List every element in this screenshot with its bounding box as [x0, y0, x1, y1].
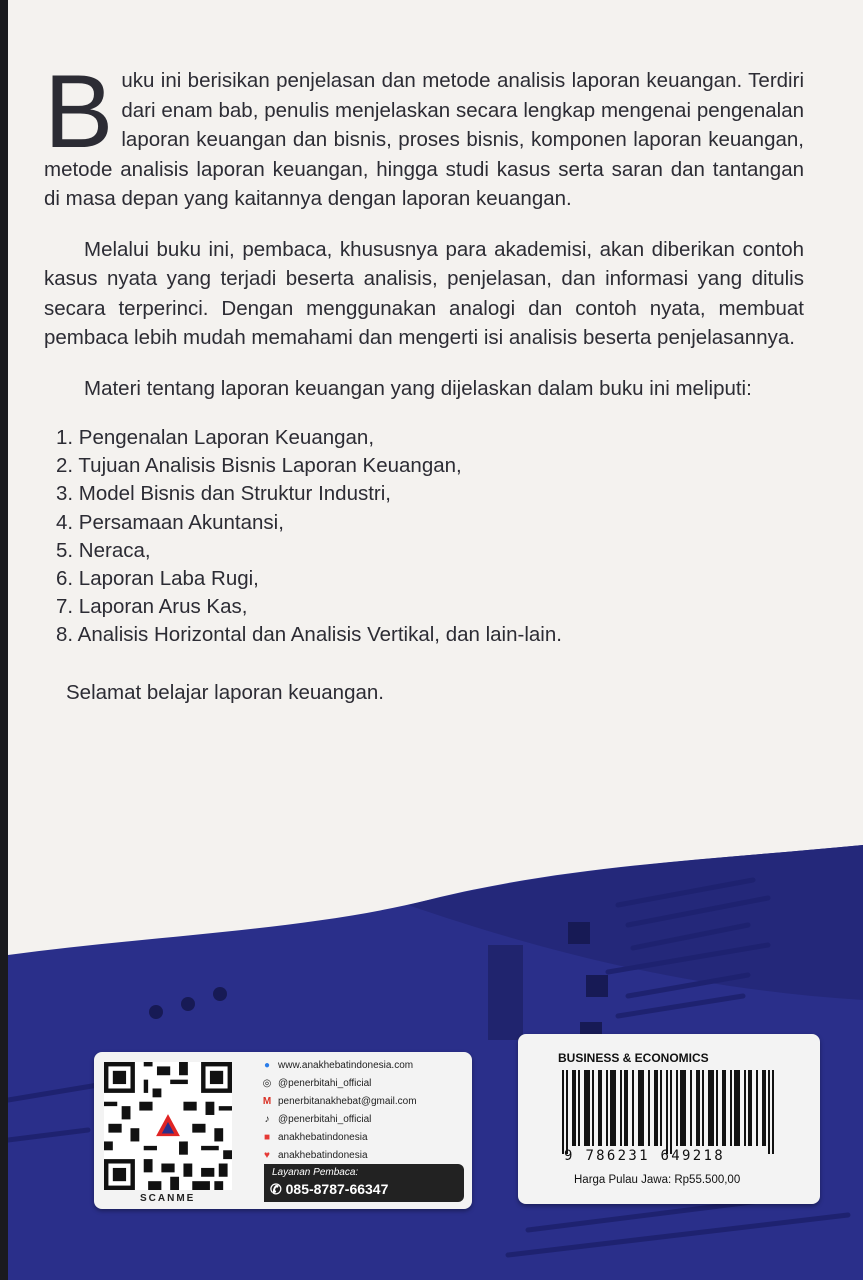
contact-text: anakhebatindonesia	[278, 1149, 368, 1161]
tiktok-icon: ♪	[264, 1113, 270, 1125]
closing-line: Selamat belajar laporan keuangan.	[66, 680, 384, 704]
paragraph-3: Materi tentang laporan keuangan yang dijelaskan dalam buku ini meliputi:	[84, 376, 752, 400]
drop-cap: B	[44, 54, 114, 170]
reader-service-box[interactable]	[264, 1164, 464, 1202]
price-label: Harga Pulau Jawa: Rp55.500,00	[574, 1174, 741, 1186]
topic-item: 7. Laporan Arus Kas,	[56, 595, 248, 619]
heart-shop-icon: ♥	[264, 1149, 270, 1161]
contact-website[interactable]	[260, 1056, 417, 1074]
isbn-barcode	[558, 1070, 778, 1154]
service-phone	[270, 1181, 388, 1198]
isbn-card	[518, 1034, 820, 1204]
contact-shop-2[interactable]	[260, 1146, 417, 1164]
contact-instagram[interactable]	[260, 1074, 417, 1092]
contact-text: @penerbitahi_official	[278, 1077, 372, 1089]
paragraph-1-text: uku ini berisikan penjelasan dan metode analisis laporan keuangan. Terdiri dari enam bab, penulis menjelaskan secara lengkap mengenai pengenalan laporan keuangan dan bisnis, proses bisnis, komponen laporan keuangan, metode analisis laporan keuangan, hingga studi kasus serta saran dan tantangan di masa depan yang kaitannya dengan laporan keuangan.	[44, 69, 804, 210]
contact-text: www.anakhebatindonesia.com	[278, 1059, 414, 1071]
topic-item: 3. Model Bisnis dan Struktur Industri,	[56, 482, 391, 506]
gmail-icon: M	[262, 1095, 272, 1107]
topic-item: 6. Laporan Laba Rugi,	[56, 567, 259, 591]
service-label: Layanan Pembaca:	[272, 1167, 359, 1178]
topic-item: 8. Analisis Horizontal dan Analisis Vertikal, dan lain-lain.	[56, 623, 562, 647]
shop-icon: ■	[263, 1131, 271, 1143]
topic-item: 1. Pengenalan Laporan Keuangan,	[56, 426, 375, 449]
qr-code[interactable]	[104, 1062, 232, 1190]
book-back-cover	[8, 0, 863, 1280]
topic-item: 5. Neraca,	[56, 538, 151, 562]
contact-email[interactable]	[260, 1092, 417, 1110]
paragraph-2: Melalui buku ini, pembaca, khususnya para akademisi, akan diberikan contoh kasus nyata yang terjadi beserta analisis, penjelasan, dan informasi yang ditulis secara terperinci. Dengan menggunakan analogi dan contoh nyata, membuat pembaca lebih mudah memahami dan mengerti isi analisis beserta penjelasannya.	[44, 237, 804, 349]
book-category: BUSINESS & ECONOMICS	[558, 1051, 709, 1065]
whatsapp-icon: ✆	[270, 1181, 282, 1197]
instagram-icon: ◎	[262, 1077, 272, 1089]
globe-icon: ●	[263, 1059, 271, 1071]
scan-me-label: SCANME	[140, 1193, 196, 1204]
publisher-contact-card	[94, 1052, 472, 1209]
contact-tiktok[interactable]	[260, 1110, 417, 1128]
topic-item: 4. Persamaan Akuntansi,	[56, 510, 284, 534]
isbn-number: 9 786231 649218	[564, 1148, 725, 1164]
contact-text: penerbitanakhebat@gmail.com	[278, 1095, 417, 1107]
topic-item: 2. Tujuan Analisis Bisnis Laporan Keuangan,	[56, 454, 462, 478]
contact-text: anakhebatindonesia	[278, 1131, 368, 1143]
contact-shop[interactable]	[260, 1128, 417, 1146]
contact-text: @penerbitahi_official	[278, 1113, 372, 1125]
contact-list	[260, 1056, 417, 1164]
service-phone-number: 085-8787-66347	[285, 1181, 389, 1197]
